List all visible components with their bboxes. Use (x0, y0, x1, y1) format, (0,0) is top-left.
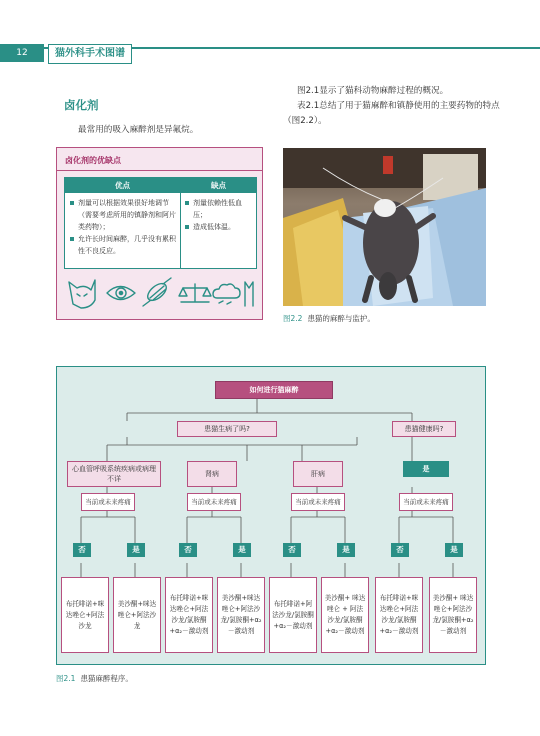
pain-box: 当前或未来疼痛 (187, 493, 241, 511)
pros-item: 剂量可以根据效果很好地调节（需要考虑所用的镇静剂和阿片类药物）； (70, 197, 177, 233)
figure-2-1-caption (56, 673, 133, 684)
answer-yes: 是 (337, 543, 355, 557)
branch-kidney: 肾病 (187, 461, 237, 487)
answer-no: 否 (179, 543, 197, 557)
anesthetized-cat-photo (283, 148, 486, 306)
drug-protocol: 布托啡诺+咪达唑仑+阿法沙龙/氯胺酮+α₂－激动剂 (165, 577, 213, 653)
pros-cons-box (56, 147, 263, 320)
column-divider (180, 178, 181, 268)
intro-paragraph: 最常用的吸入麻醉剂是异氟烷。 (78, 125, 199, 135)
pain-box: 当前或未来疼痛 (399, 493, 453, 511)
right-paragraphs (283, 84, 501, 129)
book-title: 猫外科手术图谱 (48, 44, 132, 64)
cat-face-icon (245, 282, 253, 306)
drug-protocol: 布托啡诺+阿法沙龙/氯胺酮+α₂－激动剂 (269, 577, 317, 653)
drug-protocol: 美沙酮+咪达唑仑+阿法沙龙/氯胺酮+α₂－激动剂 (217, 577, 265, 653)
cons-list (185, 197, 253, 233)
answer-yes: 是 (233, 543, 251, 557)
answer-no: 否 (73, 543, 91, 557)
pros-cons-table (64, 177, 257, 269)
drug-protocol: 美沙酮+ 咪达唑仑 + 阿法沙龙/氯胺酮+α₂－激动剂 (321, 577, 369, 653)
cloud-icon (213, 284, 240, 304)
pros-header: 优点 (65, 178, 180, 193)
cons-item: 造成低体温。 (185, 221, 253, 233)
answer-no: 否 (391, 543, 409, 557)
pain-box: 当前或未来疼痛 (291, 493, 345, 511)
answer-yes: 是 (127, 543, 145, 557)
section-title: 卤化剂 (64, 98, 99, 112)
right-paragraph-1: 图2.1显示了猫科动物麻醉过程的概况。 (297, 86, 449, 96)
question-healthy: 患猫健康吗? (392, 421, 456, 437)
question-sick: 患猫生病了吗? (177, 421, 277, 437)
pros-cons-icons (65, 274, 255, 312)
drug-protocol: 美沙酮+ 咪达唑仑+阿法沙龙/氯胺酮+α₂－激动剂 (429, 577, 477, 653)
scale-icon (179, 284, 211, 302)
cons-header: 缺点 (181, 178, 256, 193)
pros-item: 允许长时间麻醉，几乎没有累积性不良反应。 (70, 233, 177, 257)
caption-text: 患猫的麻醉与监护。 (307, 314, 375, 323)
caption-text: 患猫麻醉程序。 (80, 674, 133, 683)
muscle-icon (143, 278, 171, 306)
pros-list (70, 197, 177, 257)
pros-cons-title: 卤化剂的优缺点 (65, 156, 121, 165)
right-paragraph-2: 表2.1总结了用于猫麻醉和镇静使用的主要药物的特点（图2.2）。 (283, 101, 500, 126)
cons-item: 剂量依赖性低血压； (185, 197, 253, 221)
caption-label: 图2.1 (56, 674, 76, 683)
flow-root: 如何进行猫麻醉 (215, 381, 333, 399)
drug-protocol: 布托啡诺+咪达唑仑+阿法沙龙/氯胺酮+α₂－激动剂 (375, 577, 423, 653)
figure-2-2-caption (283, 313, 375, 324)
drug-protocol: 布托啡诺+咪达唑仑+阿法沙龙 (61, 577, 109, 653)
page-number: 12 (0, 44, 44, 62)
answer-yes: 是 (445, 543, 463, 557)
branch-healthy-yes: 是 (403, 461, 449, 477)
eye-icon (107, 287, 135, 300)
answer-no: 否 (283, 543, 301, 557)
drug-protocol: 美沙酮+咪达唑仑+阿法沙龙 (113, 577, 161, 653)
cat-head-icon (69, 280, 95, 308)
branch-liver: 肝病 (293, 461, 343, 487)
branch-cardio: 心血管呼吸系统疾病或病理不详 (67, 461, 161, 487)
caption-label: 图2.2 (283, 314, 303, 323)
title-rule (57, 170, 262, 171)
anesthesia-flowchart (56, 366, 486, 665)
pain-box: 当前或未来疼痛 (81, 493, 135, 511)
